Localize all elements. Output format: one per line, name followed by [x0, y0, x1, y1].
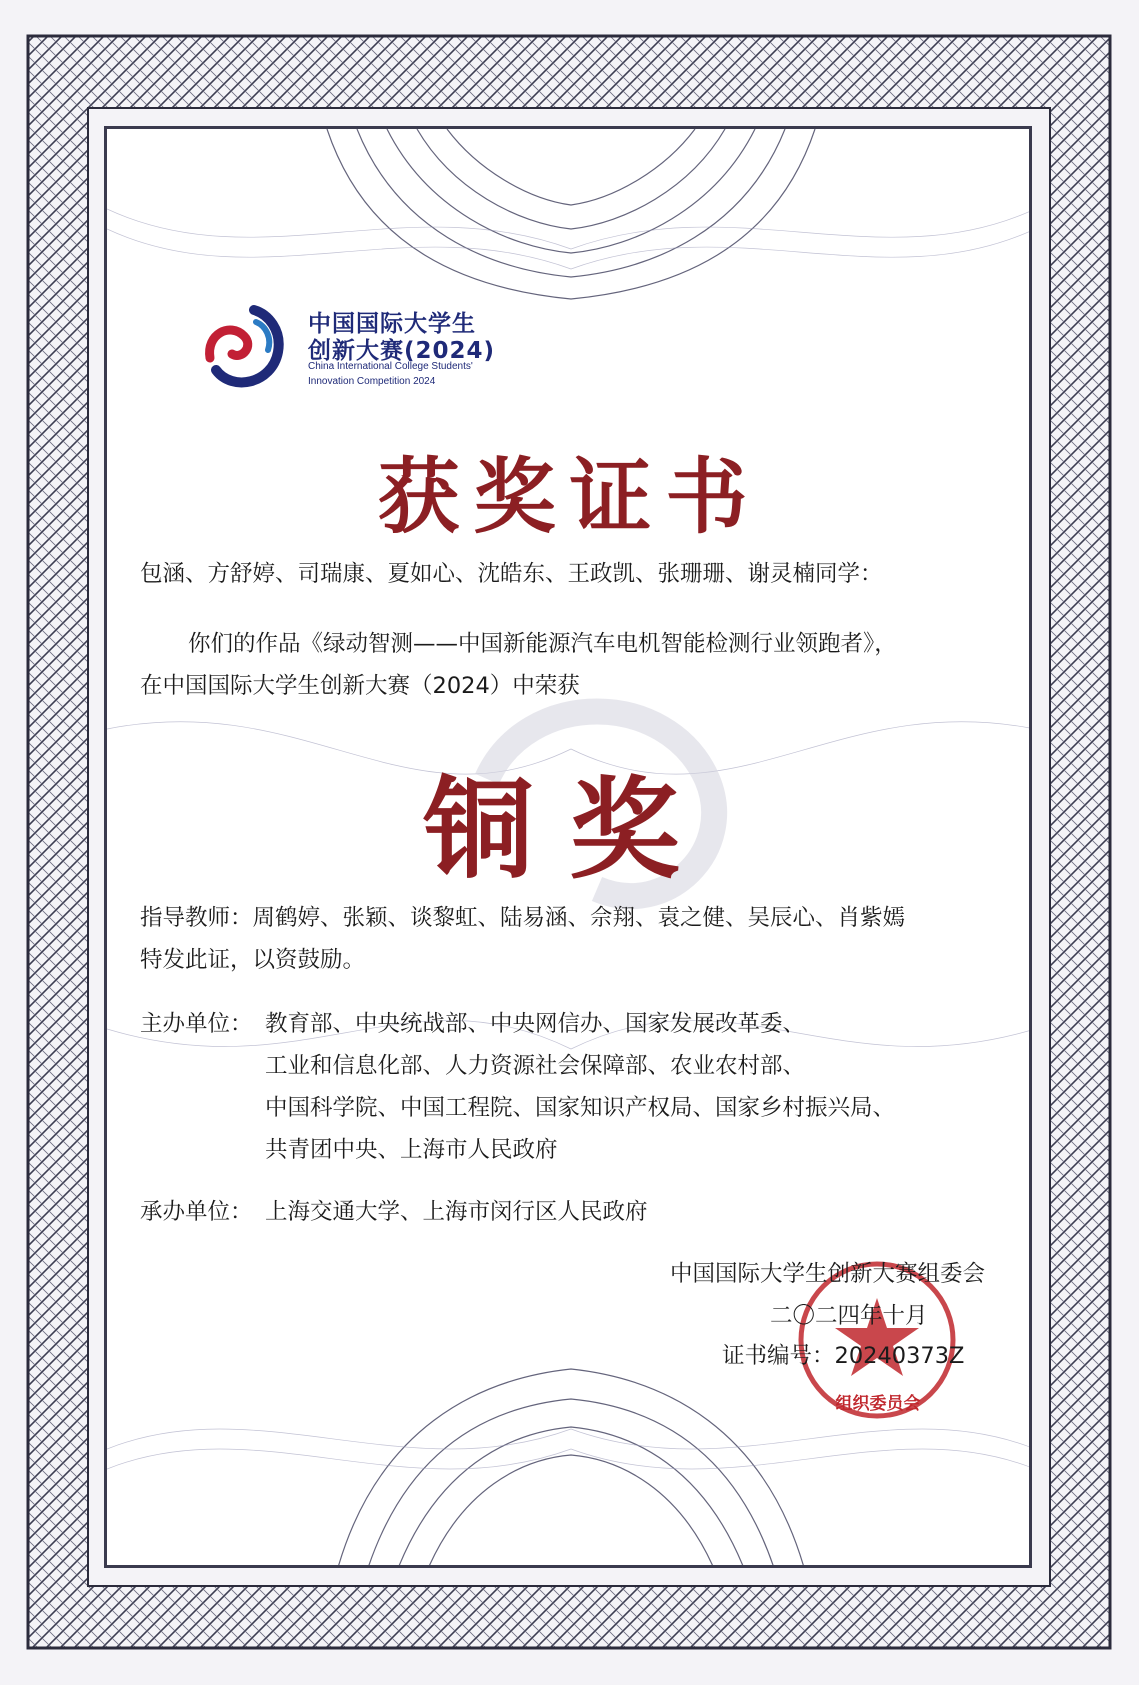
certificate-title: 获奖证书 [377, 449, 762, 545]
competition-logo [196, 300, 516, 400]
logo-name-cn-line2: 创新大赛(2024) [308, 338, 496, 364]
organizers-line: 工业和信息化部、人力资源社会保障部、农业农村部、 [265, 1053, 806, 1079]
logo-name-cn-line1: 中国国际大学生 [308, 311, 476, 337]
closing-text: 特发此证，以资鼓励。 [140, 947, 366, 973]
issue-date: 二〇二四年十月 [770, 1303, 928, 1329]
organizers-line: 共青团中央、上海市人民政府 [265, 1137, 558, 1163]
logo-name-en-line1: China International College Students' [308, 361, 473, 372]
award-level: 铜奖 [423, 765, 716, 894]
hosts: 上海交通大学、上海市闵行区人民政府 [265, 1199, 648, 1225]
body-line-2: 在中国国际大学生创新大赛（2024）中荣获 [140, 673, 580, 699]
issuer: 中国国际大学生创新大赛组委会 [670, 1261, 986, 1287]
organizers-line: 教育部、中央统战部、中央网信办、国家发展改革委、 [265, 1011, 806, 1037]
seal-label: 组织委员会 [835, 1394, 921, 1414]
organizers-label: 主办单位： [140, 1011, 253, 1037]
logo-swirl-icon [196, 300, 296, 400]
logo-name-en-line2: Innovation Competition 2024 [308, 376, 436, 387]
hosts-label: 承办单位： [140, 1199, 253, 1225]
body-line-1: 你们的作品《绿动智测——中国新能源汽车电机智能检测行业领跑者》， [188, 631, 897, 657]
advisors: 指导教师：周鹤婷、张颖、谈黎虹、陆易涵、佘翔、袁之健、吴辰心、肖紫嫣 [140, 905, 906, 931]
recipients: 包涵、方舒婷、司瑞康、夏如心、沈皓东、王政凯、张珊珊、谢灵楠同学： [140, 561, 883, 587]
certificate-number: 证书编号：2024037​3Z [722, 1343, 965, 1369]
organizers-line: 中国科学院、中国工程院、国家知识产权局、国家乡村振兴局、 [265, 1095, 896, 1121]
